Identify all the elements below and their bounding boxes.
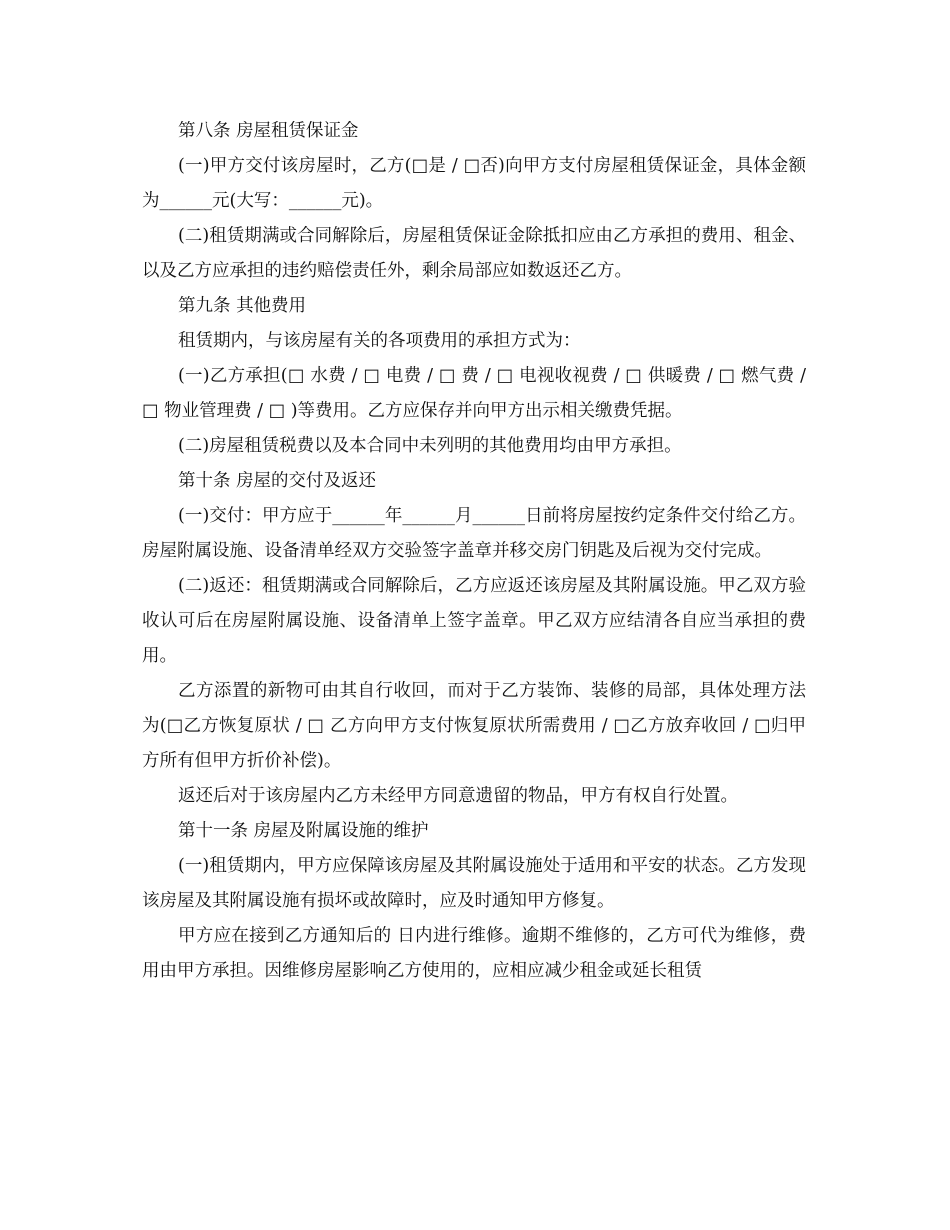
article-11-repair: 甲方应在接到乙方通知后的 日内进行维修。逾期不维修的，乙方可代为维修，费用由甲方承担。因维修房屋影响乙方使用的，应相应减少租金或延长租赁 [142,926,806,981]
article-10-leftover-items: 返还后对于该房屋内乙方未经甲方同意遗留的物品，甲方有权自行处置。 [178,786,738,806]
article-8-clause-1: (一)甲方交付该房屋时，乙方(□是 / □否)向甲方支付房屋租赁保证金，具体金额为______元(大写：______元)。 [142,156,806,211]
article-9-heading: 第九条 其他费用 [178,296,307,316]
article-11-heading: 第十一条 房屋及附属设施的维护 [178,821,429,841]
article-10-renovation: 乙方添置的新物可由其自行收回，而对于乙方装饰、装修的局部，具体处理方法为(□乙方恢复原状 / □ 乙方向甲方支付恢复原状所需费用 / □乙方放弃收回 / □归甲方所有但甲方折价补偿)。 [142,681,806,771]
article-9-intro: 租赁期内，与该房屋有关的各项费用的承担方式为： [178,331,581,351]
article-10-clause-2: (二)返还：租赁期满或合同解除后，乙方应返还该房屋及其附属设施。甲乙双方验收认可后在房屋附属设施、设备清单上签字盖章。甲乙双方应结清各自应当承担的费用。 [142,576,806,666]
article-11-clause-1: (一)租赁期内，甲方应保障该房屋及其附属设施处于适用和平安的状态。乙方发现该房屋及其附属设施有损坏或故障时，应及时通知甲方修复。 [142,856,806,911]
article-8-heading: 第八条 房屋租赁保证金 [178,121,359,141]
document-page [142,114,806,989]
article-10-heading: 第十条 房屋的交付及返还 [178,471,377,491]
article-9-clause-2: (二)房屋租赁税费以及本合同中未列明的其他费用均由甲方承担。 [178,436,682,456]
article-10-clause-1: (一)交付：甲方应于______年______月______日前将房屋按约定条件交付给乙方。房屋附属设施、设备清单经双方交验签字盖章并移交房门钥匙及后视为交付完成。 [142,506,806,561]
article-9-clause-1: (一)乙方承担(□ 水费 / □ 电费 / □ 费 / □ 电视收视费 / □ 供暖费 / □ 燃气费 / □ 物业管理费 / □ )等费用。乙方应保存并向甲方出示相关缴费凭据。 [142,366,806,421]
article-8-clause-2: (二)租赁期满或合同解除后，房屋租赁保证金除抵扣应由乙方承担的费用、租金、以及乙方应承担的违约赔偿责任外，剩余局部应如数返还乙方。 [142,226,806,281]
